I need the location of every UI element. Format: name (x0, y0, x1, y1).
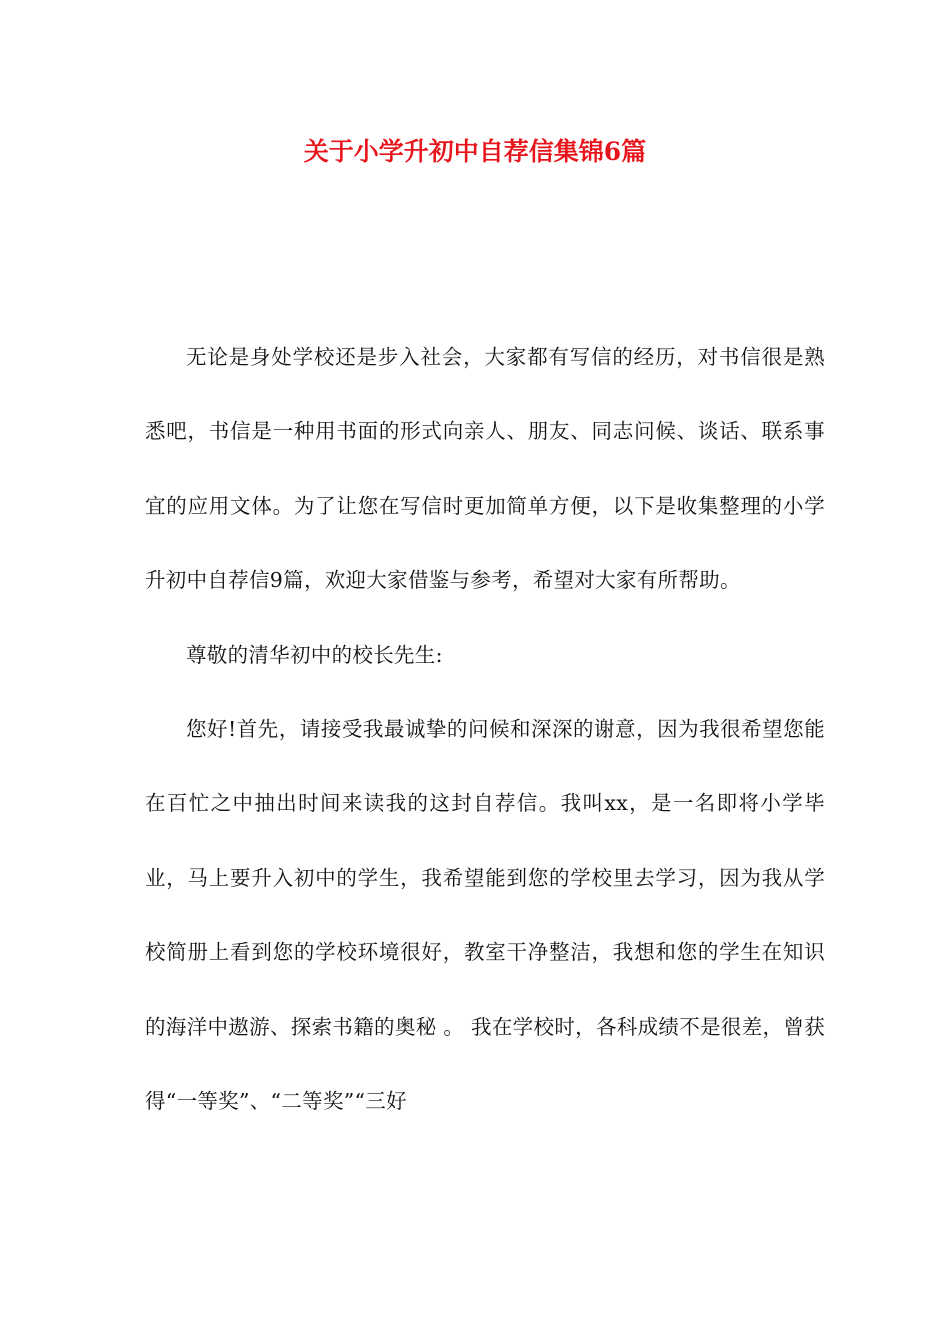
salutation-paragraph: 尊敬的清华初中的校长先生: (186, 642, 443, 667)
letter-body-paragraph: 您好!首先，请接受我最诚挚的问候和深深的谢意，因为我很希望您能在百忙之中抽出时间来读我的这封自荐信。我叫xx，是一名即将小学毕业，马上要升入初中的学生，我希望能到您的学校里去学习，因为我从学校简册上看到您的学校环境很好，教室干净整洁，我想和您的学生在知识的海洋中遨游、探索书籍的奥秘 。 我在学校时，各科成绩不是很差，曾获得“一等奖”、“二等奖”“三好 (145, 717, 825, 1114)
intro-paragraph: 无论是身处学校还是步入社会，大家都有写信的经历，对书信很是熟悉吧，书信是一种用书面的形式向亲人、朋友、同志问候、谈话、联系事宜的应用文体。为了让您在写信时更加简单方便，以下是收集整理的小学升初中自荐信9篇，欢迎大家借鉴与参考，希望对大家有所帮助。 (145, 345, 825, 593)
document-title: 关于小学升初中自荐信集锦6篇 (303, 137, 647, 166)
document-body (145, 320, 825, 1138)
